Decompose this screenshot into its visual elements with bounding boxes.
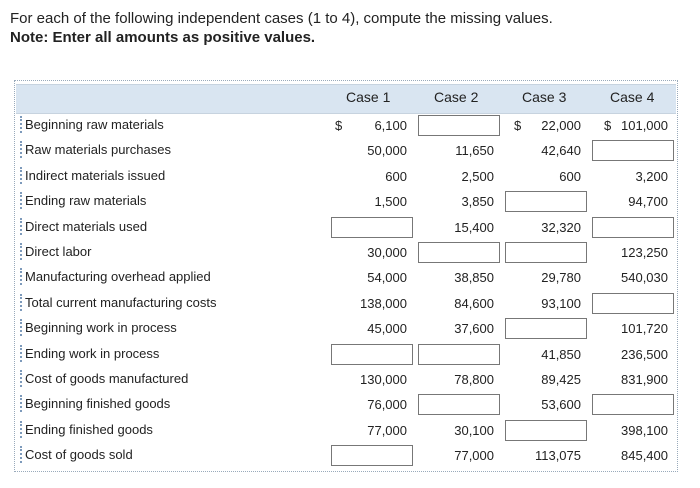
note-text: Note: Enter all amounts as positive values. (10, 29, 316, 46)
value-cell: 41,850 (541, 347, 581, 362)
value-cell: 2,500 (461, 169, 494, 184)
row-label: Ending raw materials (20, 192, 146, 209)
value-cell: 11,650 (455, 143, 494, 158)
value-cell: 1,500 (374, 194, 407, 209)
value-cell: 77,000 (454, 448, 494, 463)
missing-value-input[interactable] (418, 394, 500, 415)
currency-symbol: $ (604, 118, 612, 133)
missing-value-input[interactable] (592, 217, 674, 238)
value-cell: 37,600 (454, 321, 494, 336)
instruction-text: For each of the following independent cases (1 to 4), compute the missing values. (10, 10, 553, 27)
row-label: Direct labor (20, 243, 91, 260)
row-label: Beginning finished goods (20, 395, 170, 412)
row-label: Indirect materials issued (20, 167, 165, 184)
value-cell: 53,600 (541, 397, 581, 412)
row-label: Direct materials used (20, 218, 147, 235)
header-case-1: Case 1 (346, 89, 391, 105)
value-cell: 22,000 (541, 118, 581, 133)
value-cell: 77,000 (367, 423, 407, 438)
missing-value-input[interactable] (505, 420, 587, 441)
value-cell: 94,700 (628, 194, 668, 209)
value-cell: 42,640 (541, 143, 581, 158)
missing-value-input[interactable] (418, 344, 500, 365)
row-label: Cost of goods sold (20, 446, 133, 463)
row-label: Beginning work in process (20, 319, 177, 336)
value-cell: 93,100 (541, 296, 581, 311)
value-cell: 398,100 (621, 423, 668, 438)
row-label: Ending work in process (20, 345, 159, 362)
value-cell: 600 (559, 169, 581, 184)
value-cell: 113,075 (534, 448, 581, 463)
row-label: Manufacturing overhead applied (20, 268, 211, 285)
value-cell: 84,600 (454, 296, 494, 311)
header-case-4: Case 4 (610, 89, 655, 105)
missing-value-input[interactable] (592, 140, 674, 161)
header-case-3: Case 3 (522, 89, 567, 105)
missing-value-input[interactable] (418, 115, 500, 136)
instructions (10, 9, 553, 47)
value-cell: 32,320 (541, 220, 581, 235)
missing-value-input[interactable] (418, 242, 500, 263)
currency-symbol: $ (514, 118, 522, 133)
header-case-2: Case 2 (434, 89, 479, 105)
value-cell: 540,030 (621, 270, 668, 285)
value-cell: 15,400 (454, 220, 494, 235)
missing-value-input[interactable] (331, 344, 413, 365)
missing-value-input[interactable] (592, 394, 674, 415)
value-cell: 101,720 (621, 321, 668, 336)
value-cell: 30,000 (367, 245, 407, 260)
row-label: Total current manufacturing costs (20, 294, 216, 311)
missing-value-input[interactable] (592, 293, 674, 314)
value-cell: 89,425 (541, 372, 581, 387)
value-cell: 101,000 (621, 118, 668, 133)
table-header (16, 84, 676, 114)
value-cell: 54,000 (367, 270, 407, 285)
value-cell: 76,000 (367, 397, 407, 412)
value-cell: 600 (385, 169, 407, 184)
value-cell: 138,000 (360, 296, 407, 311)
value-cell: 123,250 (621, 245, 668, 260)
value-cell: 831,900 (621, 372, 668, 387)
value-cell: 50,000 (367, 143, 407, 158)
value-cell: 130,000 (360, 372, 407, 387)
value-cell: 236,500 (621, 347, 668, 362)
value-cell: 29,780 (541, 270, 581, 285)
missing-value-input[interactable] (505, 318, 587, 339)
value-cell: 845,400 (621, 448, 668, 463)
row-label: Raw materials purchases (20, 141, 171, 158)
row-label: Ending finished goods (20, 421, 153, 438)
value-cell: 45,000 (367, 321, 407, 336)
missing-value-input[interactable] (331, 217, 413, 238)
missing-value-input[interactable] (331, 445, 413, 466)
missing-value-input[interactable] (505, 191, 587, 212)
value-cell: 6,100 (374, 118, 407, 133)
value-cell: 78,800 (454, 372, 494, 387)
currency-symbol: $ (335, 118, 343, 133)
row-label: Beginning raw materials (20, 116, 164, 133)
row-label: Cost of goods manufactured (20, 370, 188, 387)
missing-value-input[interactable] (505, 242, 587, 263)
value-cell: 3,200 (635, 169, 668, 184)
value-cell: 30,100 (454, 423, 494, 438)
value-cell: 3,850 (461, 194, 494, 209)
value-cell: 38,850 (454, 270, 494, 285)
